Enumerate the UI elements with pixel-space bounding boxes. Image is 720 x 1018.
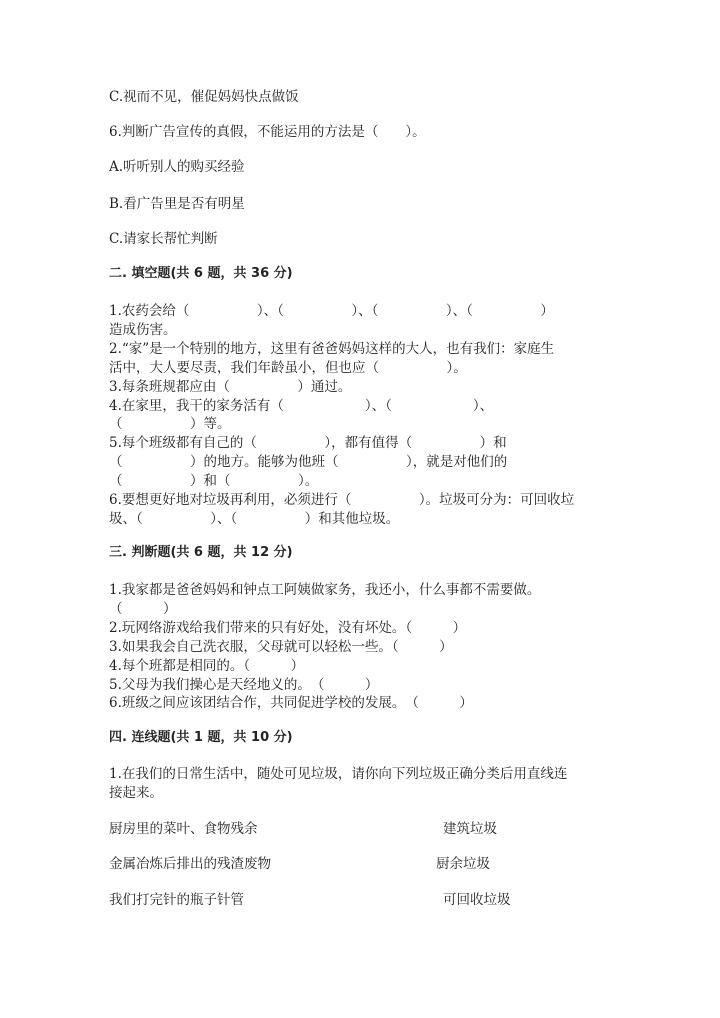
fill-blank-line: 造成伤害。 <box>109 321 177 338</box>
true-false-line: 2.玩网络游戏给我们带来的只有好处，没有坏处。（ ） <box>109 619 467 636</box>
fill-blank-line: 圾、（ ）、（ ）和其他垃圾。 <box>109 510 400 527</box>
true-false-line: 1.我家都是爸爸妈妈和钟点工阿姨做家务，我还小，什么事都不需要做。 <box>109 582 541 598</box>
fill-blank-line: 2.“家”是一个特别的地方，这里有爸爸妈妈这样的大人，也有我们：家庭生 <box>109 340 555 357</box>
matching-left-item: 厨房里的菜叶、食物残余 <box>109 821 258 837</box>
question-6-stem: 6.判断广告宣传的真假，不能运用的方法是（ ）。 <box>109 124 426 140</box>
section-3-heading: 三. 判断题(共 6 题，共 12 分) <box>109 545 293 560</box>
fill-blank-line: 1.农药会给（ ）、（ ）、（ ）、（ ） <box>109 303 554 319</box>
true-false-line: 3.如果我会自己洗衣服，父母就可以轻松一些。（ ） <box>109 638 453 655</box>
option-c-prev: C.视而不见，催促妈妈快点做饭 <box>109 89 299 105</box>
fill-blank-line: 3.每条班规都应由（ ）通过。 <box>109 378 352 395</box>
fill-blank-line: 5.每个班级都有自己的（ ），都有值得（ ）和 <box>109 435 507 452</box>
fill-blank-line: （ ）等。 <box>109 416 231 433</box>
fill-blank-line: 4.在家里，我干的家务活有（ ）、（ ）、 <box>109 397 494 414</box>
matching-stem-line: 接起来。 <box>109 785 163 801</box>
matching-right-item: 建筑垃圾 <box>443 821 497 837</box>
fill-blank-line: 活中，大人要尽责，我们年龄虽小，但也应（ ）。 <box>109 359 467 376</box>
true-false-line: 5.父母为我们操心是天经地义的。 （ ） <box>109 676 379 693</box>
matching-left-item: 我们打完针的瓶子针管 <box>109 892 244 908</box>
fill-blank-line: （ ）和（ ）。 <box>109 473 319 490</box>
matching-right-item: 厨余垃圾 <box>436 856 490 872</box>
matching-stem-line: 1.在我们的日常生活中，随处可见垃圾，请你向下列垃圾正确分类后用直线连 <box>109 766 568 782</box>
question-6-option-c: C.请家长帮忙判断 <box>109 231 218 247</box>
question-6-option-a: A.听听别人的购买经验 <box>109 159 245 175</box>
true-false-line: （ ） <box>109 600 177 617</box>
true-false-line: 4.每个班都是相同的。（ ） <box>109 657 305 674</box>
true-false-line: 6.班级之间应该团结合作，共同促进学校的发展。 （ ） <box>109 695 473 712</box>
section-2-heading: 二. 填空题(共 6 题，共 36 分) <box>109 266 293 281</box>
matching-left-item: 金属冶炼后排出的残渣废物 <box>109 856 271 872</box>
fill-blank-line: 6.要想更好地对垃圾再利用，必须进行（ ）。垃圾可分为：可回收垃 <box>109 492 575 508</box>
section-4-heading: 四. 连线题(共 1 题，共 10 分) <box>109 730 293 745</box>
question-6-option-b: B.看广告里是否有明星 <box>109 196 245 212</box>
fill-blank-line: （ ）的地方。能够为他班（ ），就是对他们的 <box>109 454 508 471</box>
matching-right-item: 可回收垃圾 <box>443 892 511 908</box>
